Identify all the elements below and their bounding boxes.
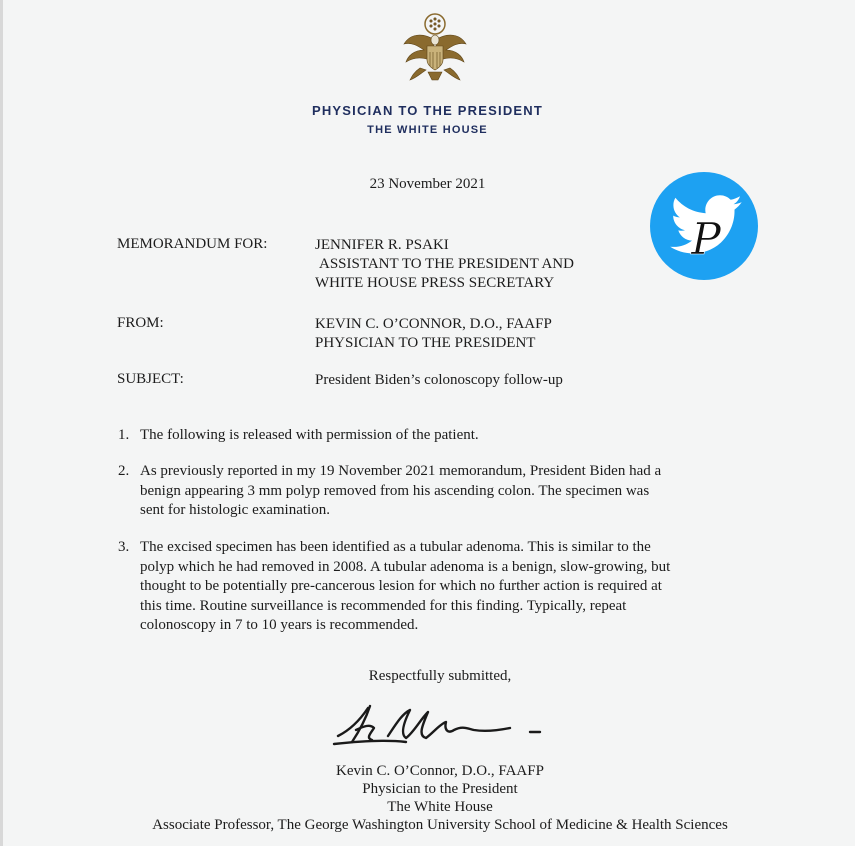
signer-name: Kevin C. O’Connor, D.O., FAAFP (336, 763, 544, 779)
paragraph-line: As previously reported in my 19 November 2021 memorandum, President Biden had a (140, 463, 662, 479)
memo-for-line: JENNIFER R. PSAKI (315, 237, 449, 253)
memo-for-line: ASSISTANT TO THE PRESIDENT AND (319, 256, 574, 272)
paragraph-line: this time. Routine surveillance is recommended for this finding. Typically, repeat (140, 597, 627, 614)
memo-for-label: MEMORANDUM FOR: (117, 236, 268, 252)
paragraph-line: The excised specimen has been identified as a tubular adenoma. This is similar to the (140, 539, 651, 555)
paragraph-line: polyp which he had removed in 2008. A tubular adenoma is a benign, slow-growing, but (140, 558, 671, 575)
twitter-bird-icon (648, 170, 760, 282)
from-sender (315, 315, 552, 353)
memo-date: 23 November 2021 (369, 176, 486, 192)
from-line: PHYSICIAN TO THE PRESIDENT (315, 335, 536, 351)
memo-for-recipient (315, 236, 574, 293)
memo-paragraph-2 (118, 462, 770, 521)
memo-paragraph-1 (118, 426, 770, 446)
memo-paragraph-3 (118, 538, 770, 636)
paragraph-number: 1. (118, 427, 130, 443)
signer-title: Physician to the President (362, 781, 518, 797)
paragraph-line: colonoscopy in 7 to 10 years is recommended. (140, 617, 419, 633)
memo-for-line: WHITE HOUSE PRESS SECRETARY (315, 275, 555, 291)
paragraph-number: 3. (118, 539, 130, 555)
paragraph-line: thought to be potentially pre-cancerous lesion for which no further action is required at (140, 578, 662, 594)
presidential-seal-icon (400, 10, 470, 90)
subject-value: President Biden’s colonoscopy follow-up (315, 372, 563, 388)
monogram-letter: P (691, 214, 721, 265)
closing-line: Respectfully submitted, (368, 668, 512, 684)
paragraph-line: The following is released with permission of the patient. (140, 427, 479, 443)
signer-office: The White House (387, 799, 493, 815)
from-label: FROM: (117, 315, 164, 331)
paragraph-line: benign appearing 3 mm polyp removed from his ascending colon. The specimen was (140, 482, 650, 499)
signer-affiliation: Associate Professor, The George Washington University School of Medicine & Health Sciences (152, 817, 728, 833)
letterhead-title: PHYSICIAN TO THE PRESIDENT (311, 103, 544, 118)
letterhead-subtitle: THE WHITE HOUSE (367, 124, 488, 136)
paragraph-number: 2. (118, 463, 130, 479)
signature-image (330, 700, 560, 748)
paragraph-line: sent for histologic examination. (140, 502, 330, 518)
from-line: KEVIN C. O’CONNOR, D.O., FAAFP (315, 316, 552, 332)
subject-label: SUBJECT: (117, 371, 184, 387)
